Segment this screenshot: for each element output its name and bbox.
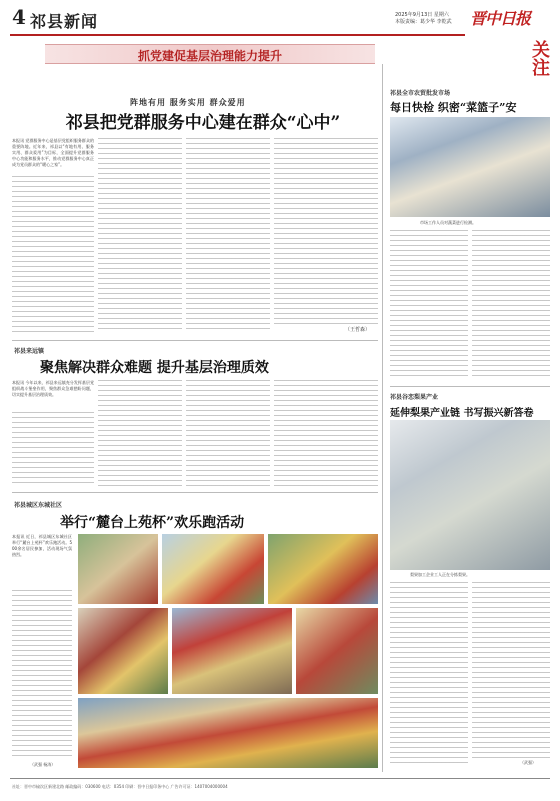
right-top-body-col2 [472,230,550,380]
run-photo-2 [162,534,264,604]
sec2-body-col3 [186,380,270,486]
lead-headline: 祁县把党群服务中心建在群众“心中” [65,113,341,133]
sec3-body-lead: 本报讯 近日，祁县城区东城社区举行“麓台上苑杯”欢乐跑活动。500余名居民参加，活动现场气氛热烈。 [12,534,72,557]
lead-body-lead: 本报讯 党群服务中心是基层党组织服务群众的重要阵地。近年来，祁县以“有地有用、服务实用、群众爱用”为目标，全面提升党群服务中心功能和服务水平，推动党群服务中心真正成为党员群众的“暖心之家”。 [12,138,94,167]
sec2-body-lead: 本报讯 今年以来，祁县来远镇充分发挥基层党组织战斗堡垒作用，聚焦群众急难愁盼问题，切实提升基层治理质效。 [12,380,94,397]
run-photo-6 [296,608,378,694]
lead-body-col4 [274,138,378,324]
right-mid-photo [390,420,550,570]
run-photo-7 [78,698,378,768]
sec2-body-col1 [12,412,94,486]
sec3-author: （武强 杨涛） [30,762,56,767]
sec3-kicker: 祁县城区东城社区 [14,502,63,509]
sec2-body-col2 [98,380,182,486]
run-photo-4 [78,608,168,694]
run-photo-3 [268,534,378,604]
lead-body-col2 [98,138,182,332]
paper-logo: 晋中日报 [470,9,531,28]
sec2-kicker: 祁县来远镇 [14,348,45,355]
sec2-body-col4 [274,380,378,486]
editor-credit: 本版责编：葛少华 李乾武 [395,19,452,25]
lead-body-col3 [186,138,270,332]
right-top-body-col1 [390,230,468,380]
lead-kicker: 阵地有用 服务实用 群众爱用 [130,98,246,107]
run-photo-5 [172,608,292,694]
right-mid-body-col1 [390,582,468,766]
right-mid-rule [390,386,550,387]
lead-author: （王哲森） [345,327,371,333]
footer-info: 社址：晋中市榆次区新建北路 邮政编码：030600 电话：0354 印刷：晋中日报印务中心 广告许可证：1407004000004 [12,784,228,789]
right-top-headline: 每日快检 织密“菜篮子”安 [390,101,517,114]
right-mid-caption: 梨果加工企业工人正在分拣梨果。 [410,572,470,577]
focus-title: 关注 [529,40,550,76]
column-divider [382,64,383,772]
right-top-kicker: 祁县全市农贸批发市场 [390,90,451,97]
sec2-headline: 聚焦解决群众难题 提升基层治理质效 [40,360,269,376]
right-mid-headline: 延伸梨果产业链 书写振兴新答卷 [390,408,534,419]
right-mid-author: （武强） [520,760,536,765]
right-mid-kicker: 祁县谷恋梨果产业 [390,394,439,401]
sec3-body-col [12,590,72,760]
right-mid-body-col2 [472,582,550,758]
right-top-photo [390,117,550,217]
sec3-top-rule [12,492,378,493]
lead-body-col1 [12,176,94,332]
footer-rule [10,778,550,779]
section-title: 祁县新闻 [30,12,99,31]
sec2-top-rule [12,340,378,341]
masthead-rule [10,34,465,36]
run-photo-1 [78,534,158,604]
sec3-headline: 举行“麓台上苑杯”欢乐跑活动 [60,515,245,531]
issue-date: 2025年9月13日 星期六 [395,12,449,18]
topic-banner-text: 抓党建促基层治理能力提升 [137,49,282,63]
page-number: 4 [12,5,26,29]
right-top-caption: 市场工作人员对蔬菜进行检测。 [420,220,476,225]
